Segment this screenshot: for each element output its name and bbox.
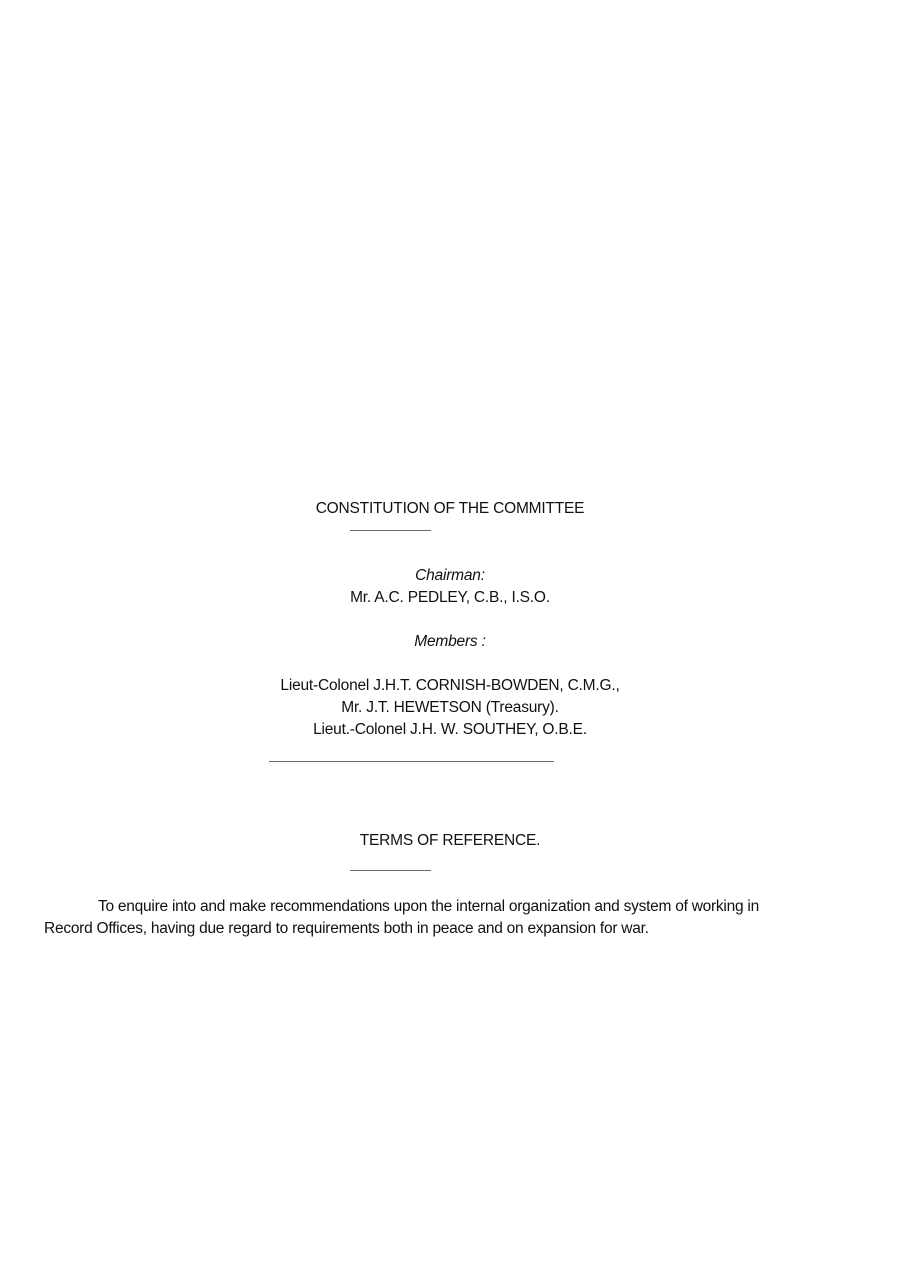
members-label: Members :: [414, 633, 486, 650]
paragraph-text: To enquire into and make recommendations upon the internal organization and system of working in: [98, 898, 759, 915]
constitution-heading: CONSTITUTION OF THE COMMITTEE: [315, 500, 585, 517]
member-item: Mr. J.T. HEWETSON (Treasury).: [341, 699, 559, 716]
divider-short: [350, 870, 431, 871]
terms-paragraph: [44, 896, 864, 940]
paragraph-line: Record Offices, having due regard to requirements both in peace and on expansion for war.: [44, 920, 649, 937]
divider-long: [269, 761, 554, 762]
chairman-name: Mr. A.C. PEDLEY, C.B., I.S.O.: [350, 589, 550, 606]
chairman-label: Chairman:: [415, 567, 485, 584]
paragraph-line: [44, 896, 864, 918]
divider-short: [350, 530, 431, 531]
member-item: Lieut-Colonel J.H.T. CORNISH-BOWDEN, C.M.G.,: [280, 677, 620, 694]
member-item: Lieut.-Colonel J.H. W. SOUTHEY, O.B.E.: [313, 721, 587, 738]
terms-heading: TERMS OF REFERENCE.: [359, 832, 541, 849]
